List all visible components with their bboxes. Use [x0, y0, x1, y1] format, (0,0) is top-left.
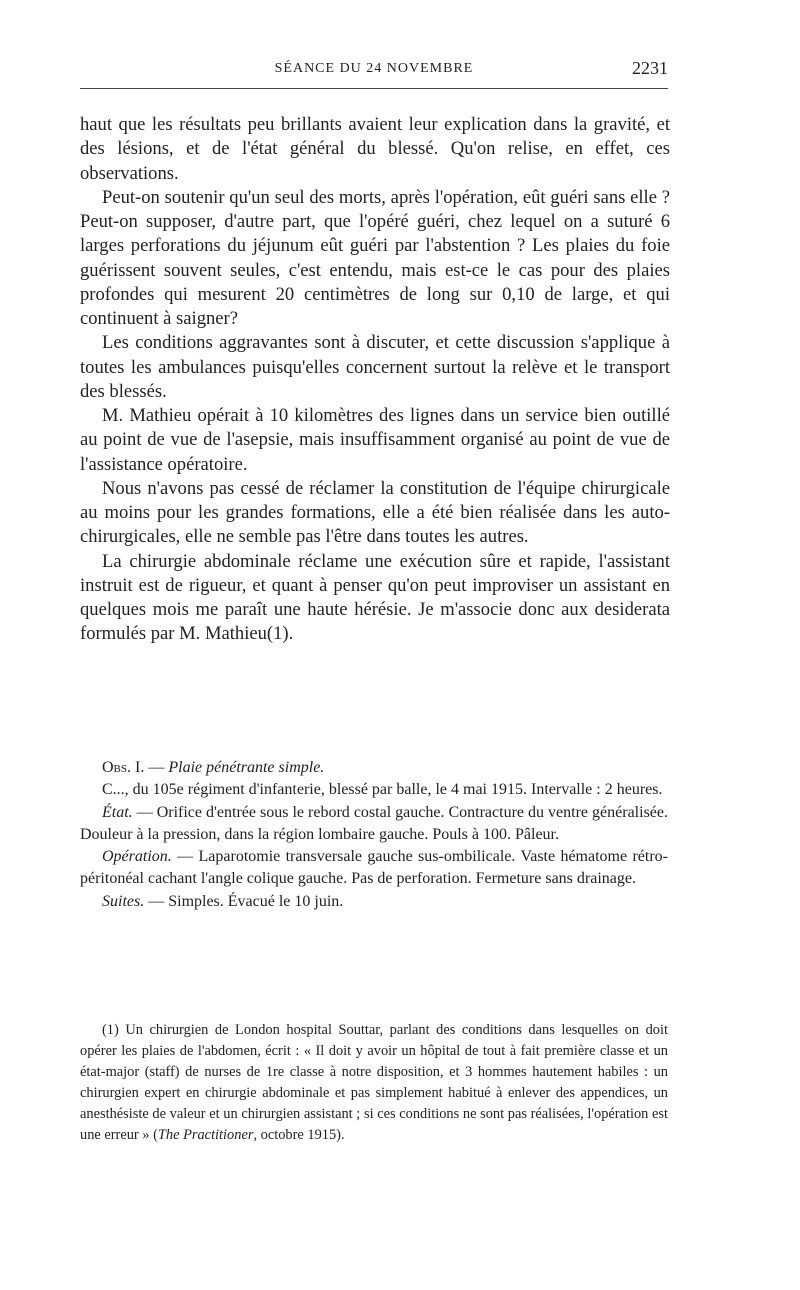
- paragraph-5: Nous n'avons pas cessé de réclamer la constitution de l'équipe chirurgicale au moins pour les grandes formations, elle a été bien réalisée dans les auto-chirurgicales, elle ne semble pas l'être dans toutes les autres.: [80, 477, 670, 548]
- etat-text: — Orifice d'entrée sous le rebord costal gauche. Contracture du ventre généralisée. Douleur à la pression, dans la région lombaire gauche. Pouls à 100. Pâleur.: [80, 803, 668, 843]
- suites-text: — Simples. Évacué le 10 juin.: [144, 892, 344, 910]
- footnote-text-a: (1) Un chirurgien de London hospital Souttar, parlant des conditions dans lesquelles on doit opérer les plaies de l'abdomen, écrit : « Il doit y avoir un hôpital de tout à fait première classe et un état-major (staff) de nurses de 1re classe à notre disposition, et 3 hommes hautement habiles : un chirurgien expert en chirurgie abdominale et pas simplement habitué à enlever des appendices, un anesthésiste de valeur et un chirurgien assistant ; si ces conditions ne sont pas réalisées, l'opération est une erreur » (: [80, 1022, 668, 1143]
- operation-text: — Laparotomie transversale gauche sus-ombilicale. Vaste hématome rétro-péritonéal cachant l'angle colique gauche. Pas de perforation. Fermeture sans drainage.: [80, 848, 668, 888]
- paragraph-1: haut que les résultats peu brillants avaient leur explication dans la gravité, et des lésions, et de l'état général du blessé. Qu'on relise, en effet, ces observations.: [80, 114, 670, 184]
- footnote-text-b: , octobre 1915).: [253, 1127, 345, 1143]
- observation-case-line: C..., du 105e régiment d'infanterie, blessé par balle, le 4 mai 1915. Intervalle : 2 heures.: [102, 781, 663, 799]
- observation-label: Obs. I.: [102, 759, 145, 776]
- page-header: [80, 58, 668, 89]
- observation-dash: —: [144, 759, 169, 776]
- observation-etat: [80, 802, 668, 847]
- operation-label: Opération.: [102, 848, 172, 866]
- paragraph-2: Peut-on soutenir qu'un seul des morts, après l'opération, eût guéri sans elle ? Peut-on supposer, d'autre part, que l'opéré guéri, chez lequel on a suturé 6 larges perforations du jéjunum eût guéri par l'abstention ? Les plaies du foie guérissent souvent seules, c'est entendu, mais est-ce le cas pour des plaies profondes qui mesurent 20 centimètres de long sur 0,10 de large, et qui continuent à saigner?: [80, 186, 670, 329]
- main-text: [80, 113, 670, 647]
- observation-title: Plaie pénétrante simple.: [168, 759, 325, 776]
- paragraph-6: La chirurgie abdominale réclame une exécution sûre et rapide, l'assistant instruit est de rigueur, et quant à penser qu'on peut improviser un assistant en quelques mois me paraît une haute hérésie. Je m'associe donc aux desiderata formulés par M. Mathieu(1).: [80, 550, 670, 645]
- footnote-text: [80, 1020, 668, 1146]
- paragraph-3: Les conditions aggravantes sont à discuter, et cette discussion s'applique à toutes les ambulances puisqu'elles concernent surtout la relève et le transport des blessés.: [80, 332, 670, 402]
- footnote-journal: The Practitioner: [157, 1127, 254, 1143]
- running-head: SÉANCE DU 24 NOVEMBRE: [274, 61, 474, 76]
- etat-label: État.: [102, 803, 133, 821]
- footnote: [80, 1020, 668, 1146]
- observation-heading: [80, 757, 668, 779]
- observation-operation: [80, 846, 668, 891]
- paragraph-4: M. Mathieu opérait à 10 kilomètres des lignes dans un service bien outillé au point de vue de l'asepsie, mais insuffisamment organisé au point de vue de l'assistance opératoire.: [80, 405, 670, 475]
- observation-block: [80, 757, 668, 913]
- page-number: 2231: [632, 58, 668, 78]
- suites-label: Suites.: [102, 892, 145, 910]
- observation-suites: [80, 891, 668, 913]
